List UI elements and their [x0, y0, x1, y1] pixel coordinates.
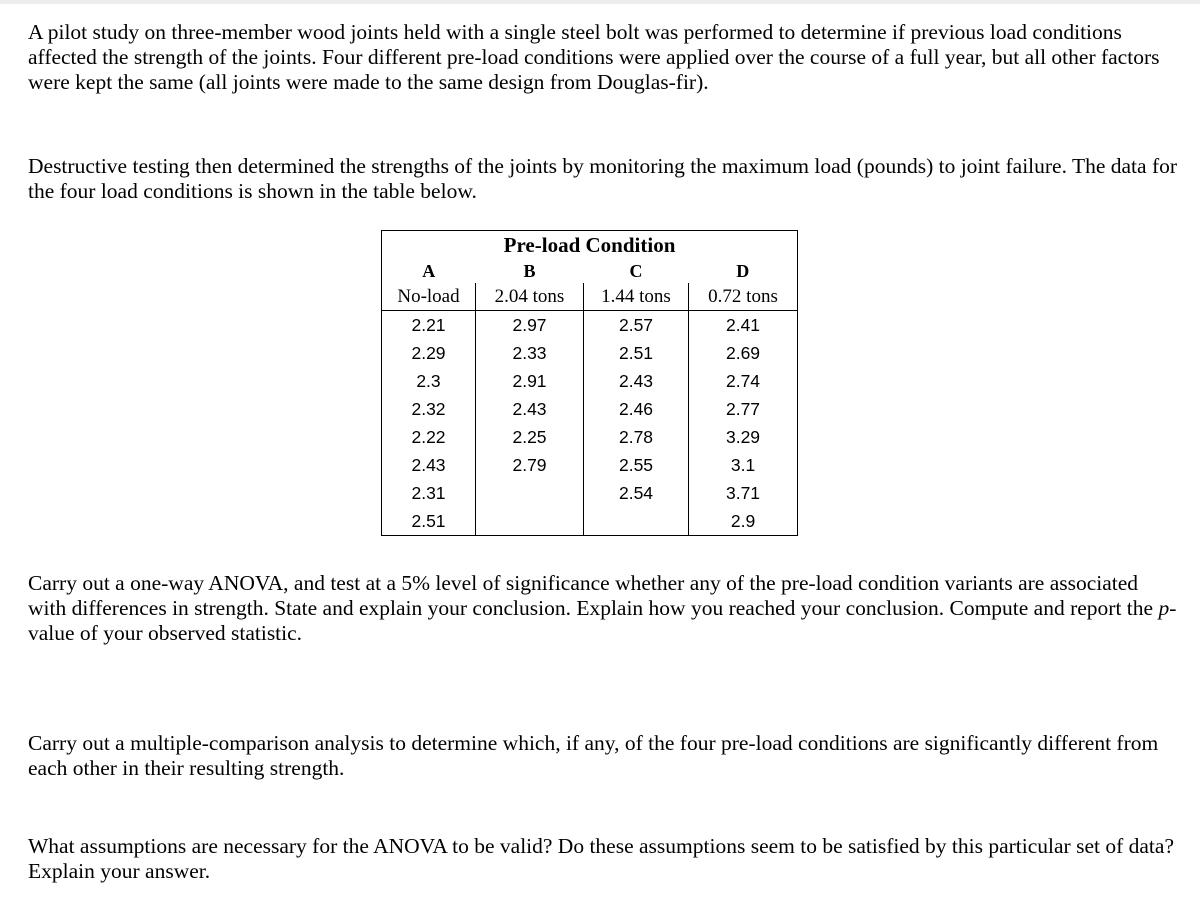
anova-question — [28, 571, 1178, 646]
anova-question-text: Carry out a one-way ANOVA, and test at a 5% level of significance whether any of the pre-load condition variants are associated with differences in strength. State and explain your conclusion. Explain how you reached your conclusion. Compute and report the — [28, 571, 1159, 620]
table-cell: 2.54 — [584, 479, 689, 507]
table-cell: 2.33 — [476, 339, 584, 367]
table-cell: 2.21 — [382, 311, 476, 340]
table-cell: 2.31 — [382, 479, 476, 507]
table-cell: 2.91 — [476, 367, 584, 395]
preload-data-table — [381, 230, 798, 536]
table-cell: 2.77 — [689, 395, 798, 423]
anova-question-end: -value of your observed statistic. — [28, 596, 1177, 645]
table-cell: 2.41 — [689, 311, 798, 340]
assumptions-question: What assumptions are necessary for the ANOVA to be valid? Do these assumptions seem to be satisfied by this particular set of data? Explain your answer. — [28, 834, 1174, 883]
table-cell: 2.25 — [476, 423, 584, 451]
table-cell: 2.51 — [382, 507, 476, 536]
table-cell: 2.9 — [689, 507, 798, 536]
p-symbol: p — [1158, 596, 1170, 620]
column-desc-d: 0.72 tons — [689, 283, 798, 311]
top-divider — [0, 0, 1200, 4]
table-row — [382, 423, 798, 451]
intro-paragraph: A pilot study on three-member wood joints held with a single steel bolt was performed to determine if previous load conditions affected the strength of the joints. Four different pre-load conditions were applied over the course of a full year, but all other factors were kept the same (all joints were made to the same design from Douglas-fir). — [28, 20, 1160, 94]
column-desc-b: 2.04 tons — [476, 283, 584, 311]
table-cell: 2.43 — [382, 451, 476, 479]
multiple-comparison-question: Carry out a multiple-comparison analysis to determine which, if any, of the four pre-load conditions are significantly different from each other in their resulting strength. — [28, 731, 1159, 780]
table-cell: 3.29 — [689, 423, 798, 451]
table-cell: 2.51 — [584, 339, 689, 367]
column-letter-a: A — [382, 260, 476, 283]
column-letter-b: B — [523, 261, 536, 281]
testing-paragraph: Destructive testing then determined the strengths of the joints by monitoring the maximum load (pounds) to joint failure. The data for the four load conditions is shown in the table below. — [28, 154, 1178, 203]
table-row — [382, 395, 798, 423]
table-row — [382, 367, 798, 395]
table-cell: 2.43 — [476, 395, 584, 423]
table-cell — [584, 507, 689, 536]
column-letter-c: C — [629, 261, 643, 281]
table-cell: 2.55 — [584, 451, 689, 479]
table-cell: 2.74 — [689, 367, 798, 395]
table-cell: 2.29 — [382, 339, 476, 367]
table-row — [382, 311, 798, 340]
table-cell: 2.22 — [382, 423, 476, 451]
table-cell: 2.46 — [584, 395, 689, 423]
column-letter-d: D — [689, 260, 798, 283]
table-row — [382, 507, 798, 536]
column-desc-c: 1.44 tons — [584, 283, 689, 311]
column-desc-a: No-load — [382, 283, 476, 311]
table-row — [382, 479, 798, 507]
table-cell: 3.1 — [689, 451, 798, 479]
table-cell: 2.69 — [689, 339, 798, 367]
table-cell: 2.79 — [476, 451, 584, 479]
table-cell: 2.43 — [584, 367, 689, 395]
table-row — [382, 339, 798, 367]
table-cell: 2.32 — [382, 395, 476, 423]
table-title: Pre-load Condition — [382, 231, 798, 261]
table-row — [382, 451, 798, 479]
table-cell — [476, 479, 584, 507]
table-cell: 2.97 — [476, 311, 584, 340]
table-cell: 3.71 — [689, 479, 798, 507]
table-cell — [476, 507, 584, 536]
table-cell: 2.3 — [382, 367, 476, 395]
table-cell: 2.78 — [584, 423, 689, 451]
table-cell: 2.57 — [584, 311, 689, 340]
